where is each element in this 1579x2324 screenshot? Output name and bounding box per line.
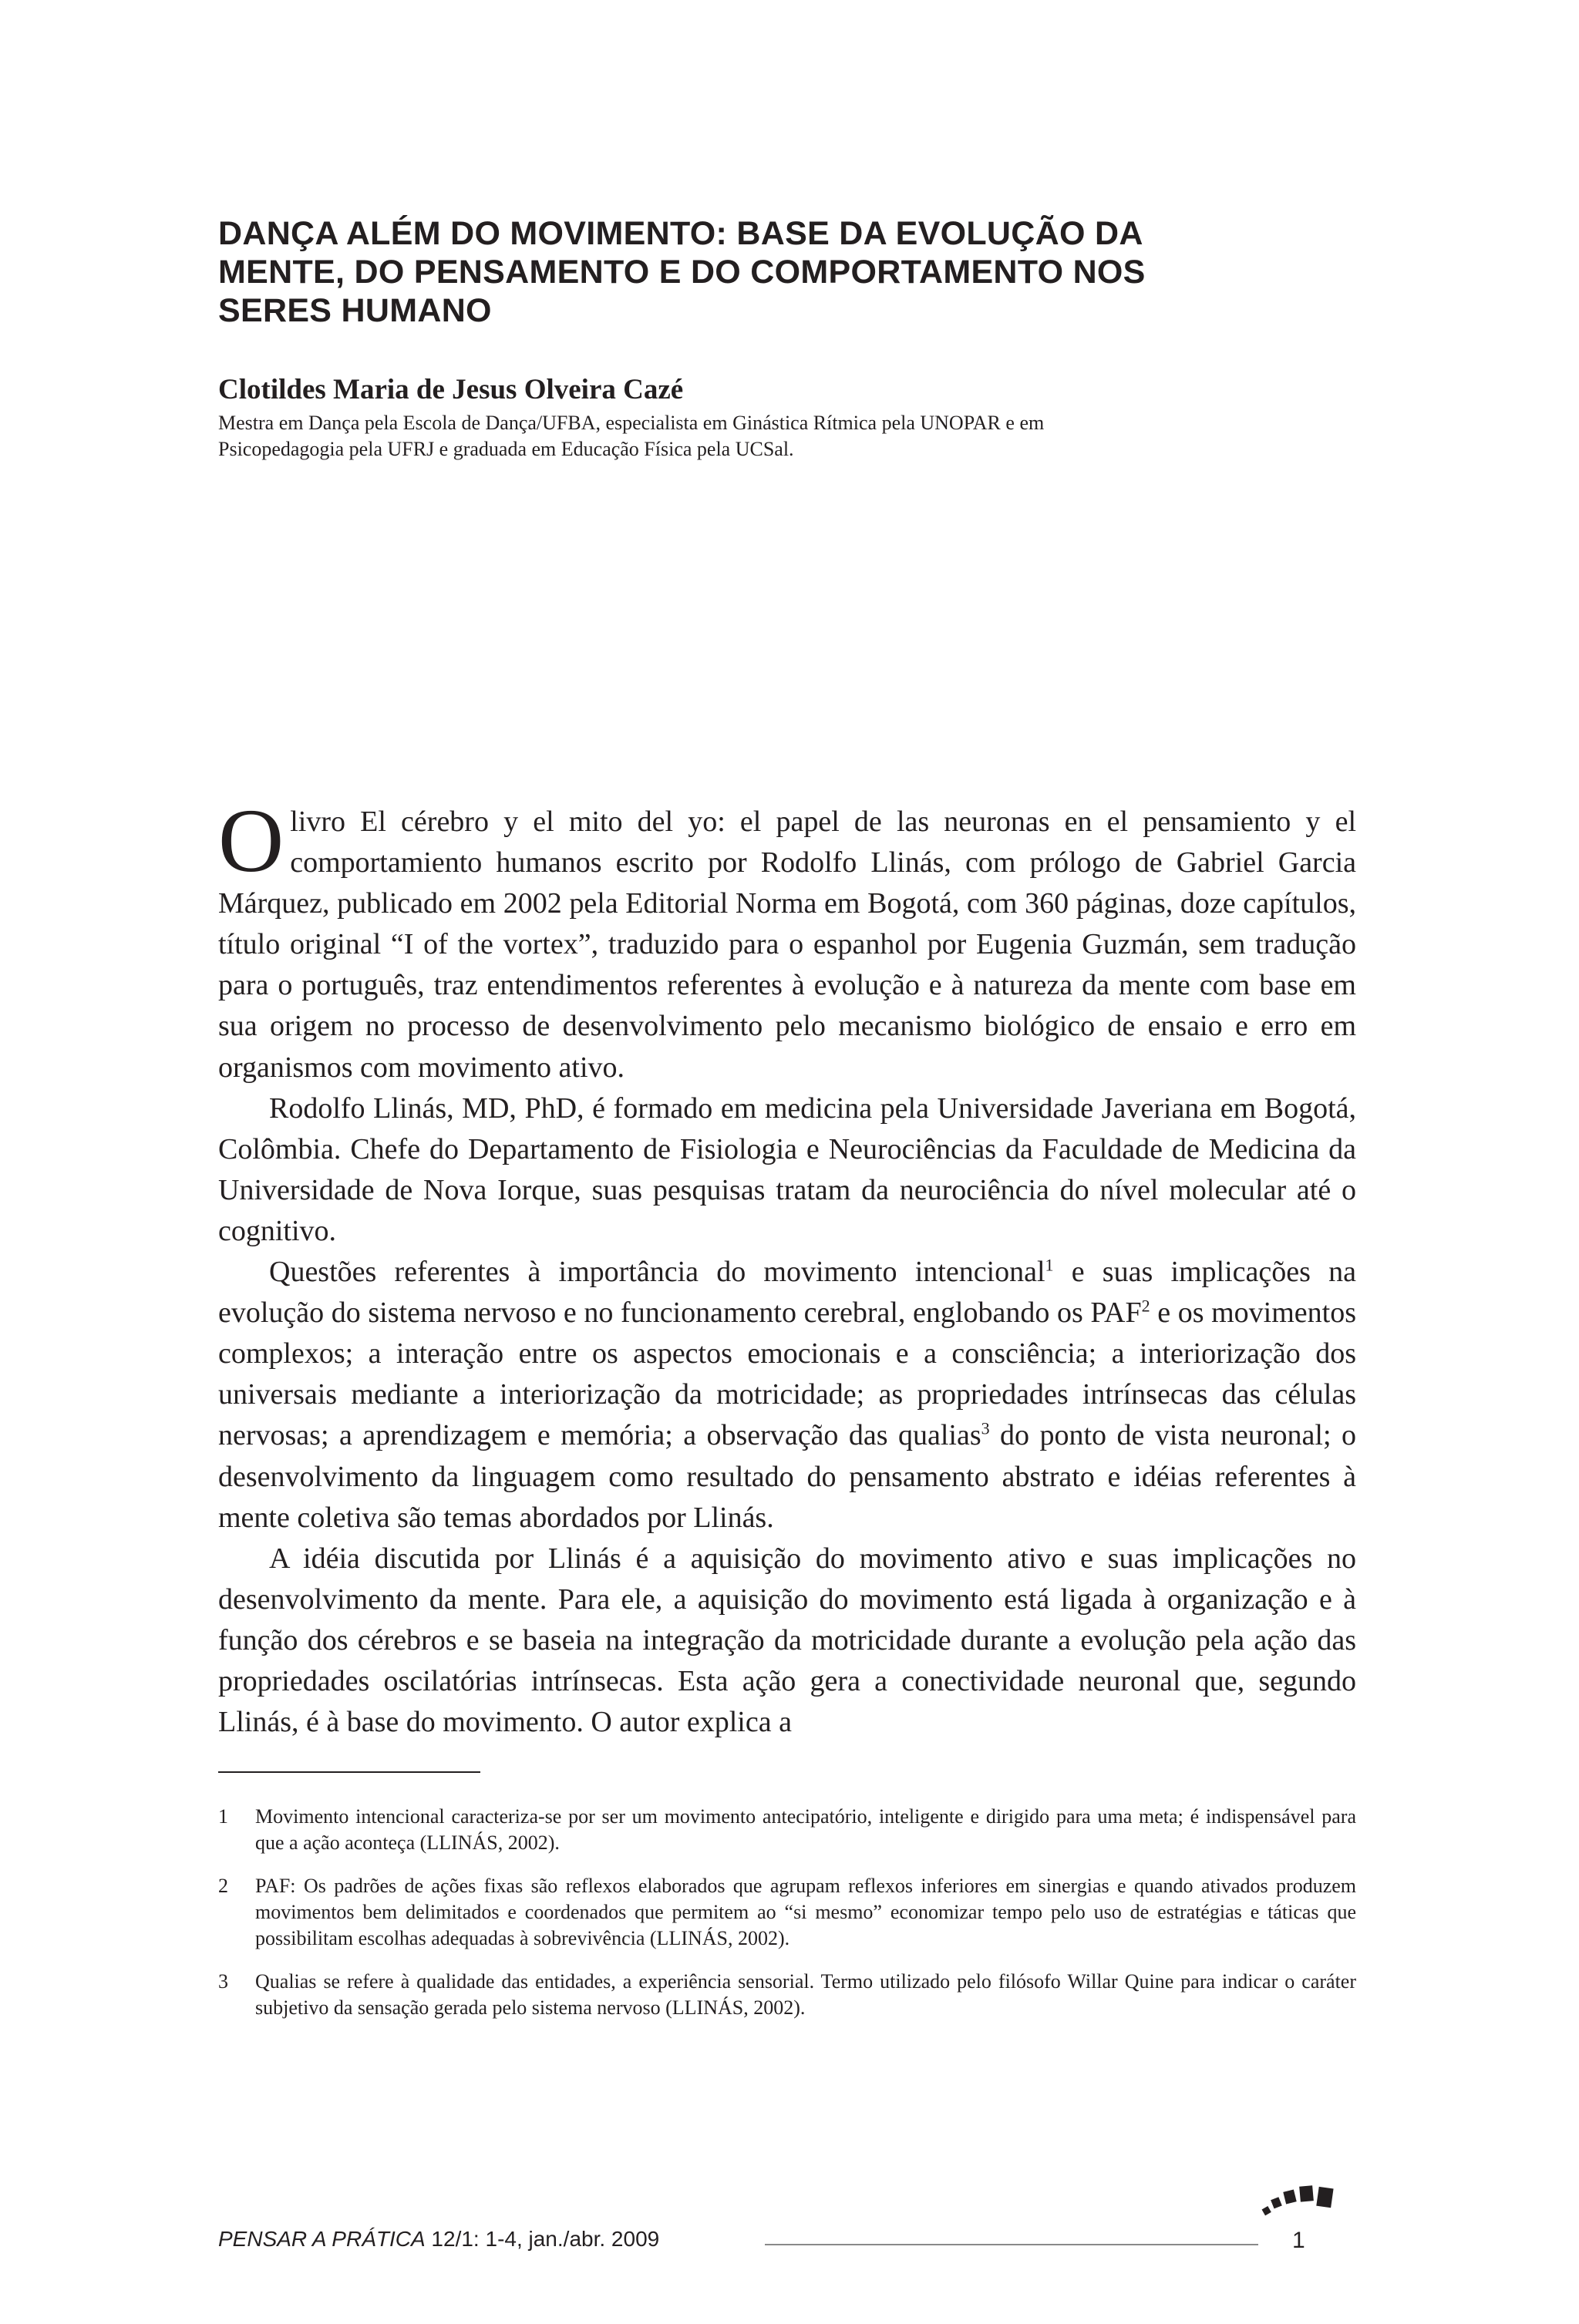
- paragraph-3-text: Questões referentes à importância do movimento intencional: [269, 1256, 1045, 1289]
- footnotes: [218, 1804, 1356, 2038]
- paragraph-3-text: do ponto de vista neuronal; o desenvolvimento da linguagem como resultado do pensamento abstrato e idéias referentes à mente coletiva são temas abordados por Llinás.: [218, 1419, 1356, 1534]
- paragraph-3-text: e os movimentos complexos; a interação entre os aspectos emocionais e a consciência; a interiorização dos universais mediante a interiorização da motricidade; as propriedades intrínsecas das células nervosas; a aprendizagem e memória; a observação das qualias: [218, 1297, 1356, 1452]
- footnote-number: 1: [218, 1805, 228, 1828]
- footnote-number: 2: [218, 1875, 228, 1897]
- citation-details: 12/1: 1-4, jan./abr. 2009: [425, 2227, 660, 2251]
- paragraph-3: [218, 1252, 1356, 1539]
- paragraph-2: Rodolfo Llinás, MD, PhD, é formado em medicina pela Universidade Javeriana em Bogotá, Colômbia. Chefe do Departamento de Fisiologia e Neurociências da Faculdade de Medicina da Universidade de Nova Iorque, suas pesquisas tratam da neurociência do nível molecular até o cognitivo.: [218, 1091, 1356, 1247]
- footnote-text: PAF: Os padrões de ações fixas são reflexos elaborados que agrupam reflexos inferiores em sinergias e quando ativados produzem movimentos bem delimitados e coordenados que permitem ao “si mesmo” economizar tempo pelo uso de estratégias e táticas que possibilitam escolhas adequadas à sobrevivência (LLINÁS, 2002).: [255, 1875, 1356, 1949]
- affiliation-line: Psicopedagogia pela UFRJ e graduada em Educação Física pela UCSal.: [218, 438, 794, 460]
- title-line: SERES HUMANO: [218, 292, 492, 329]
- author-affiliation: [218, 410, 1452, 462]
- footnote-text: Movimento intencional caracteriza-se por ser um movimento antecipatório, inteligente e dirigido para uma meta; é indispensável para que a ação aconteça (LLINÁS, 2002).: [255, 1805, 1356, 1854]
- paragraph-3-text: e suas implicações na evolução do sistema nervoso e no funcionamento cerebral, englobando os PAF: [218, 1256, 1356, 1330]
- footnote-item: [218, 1804, 1356, 1856]
- paragraph-1-text: livro El cérebro y el mito del yo: el papel de las neuronas en el pensamiento y el comportamiento humanos escrito por Rodolfo Llinás, com prólogo de Gabriel Garcia Márquez, publicado em 2002 pela Editorial Norma em Bogotá, com 360 páginas, doze capítulos, título original “I of the vortex”, traduzido para o espanhol por Eugenia Guzmán, sem tradução para o português, traz entendimentos referentes à evolução e à natureza da mente com base em sua origem no processo de desenvolvimento pelo mecanismo biológico de ensaio e erro em organismos com movimento ativo.: [218, 805, 1356, 1084]
- footer-rule: [765, 2244, 1258, 2245]
- footnote-number: 3: [218, 1970, 228, 1993]
- title-line: MENTE, DO PENSAMENTO E DO COMPORTAMENTO NOS: [218, 254, 1146, 291]
- footnote-ref-1[interactable]: 1: [1045, 1255, 1054, 1275]
- footnote-divider: [218, 1771, 480, 1773]
- author-name: Clotildes Maria de Jesus Olveira Cazé: [218, 374, 684, 405]
- drop-cap: O: [218, 790, 284, 891]
- journal-logo-icon: [1261, 2172, 1346, 2226]
- affiliation-line: Mestra em Dança pela Escola de Dança/UFBA, especialista em Ginástica Rítmica pela UNOPAR e em: [218, 412, 1045, 434]
- footer-citation: [218, 2226, 659, 2252]
- footnote-text: Qualias se refere à qualidade das entidades, a experiência sensorial. Termo utilizado pelo filósofo Willar Quine para indicar o caráter subjetivo da sensação gerada pelo sistema nervoso (LLINÁS, 2002).: [255, 1970, 1356, 2019]
- journal-name: PENSAR A PRÁTICA: [218, 2227, 426, 2251]
- footnote-ref-3[interactable]: 3: [981, 1418, 990, 1438]
- footnote-item: [218, 1969, 1356, 2021]
- title-line: DANÇA ALÉM DO MOVIMENTO: BASE DA EVOLUÇÃO DA: [218, 215, 1143, 252]
- page-number: 1: [1292, 2228, 1305, 2253]
- paragraph-1: [218, 790, 1356, 1088]
- body-text: [218, 790, 1356, 1743]
- paragraph-4: A idéia discutida por Llinás é a aquisição do movimento ativo e suas implicações no desenvolvimento da mente. Para ele, a aquisição do movimento está ligada à organização e à função dos cérebros e se baseia na integração da motricidade durante a evolução pela ação das propriedades oscilatórias intrínsecas. Esta ação gera a conectividade neuronal que, segundo Llinás, é à base do movimento. O autor explica a: [218, 1542, 1356, 1739]
- footnote-item: [218, 1873, 1356, 1952]
- footnote-ref-2[interactable]: 2: [1141, 1296, 1150, 1316]
- article-title: [218, 214, 1375, 330]
